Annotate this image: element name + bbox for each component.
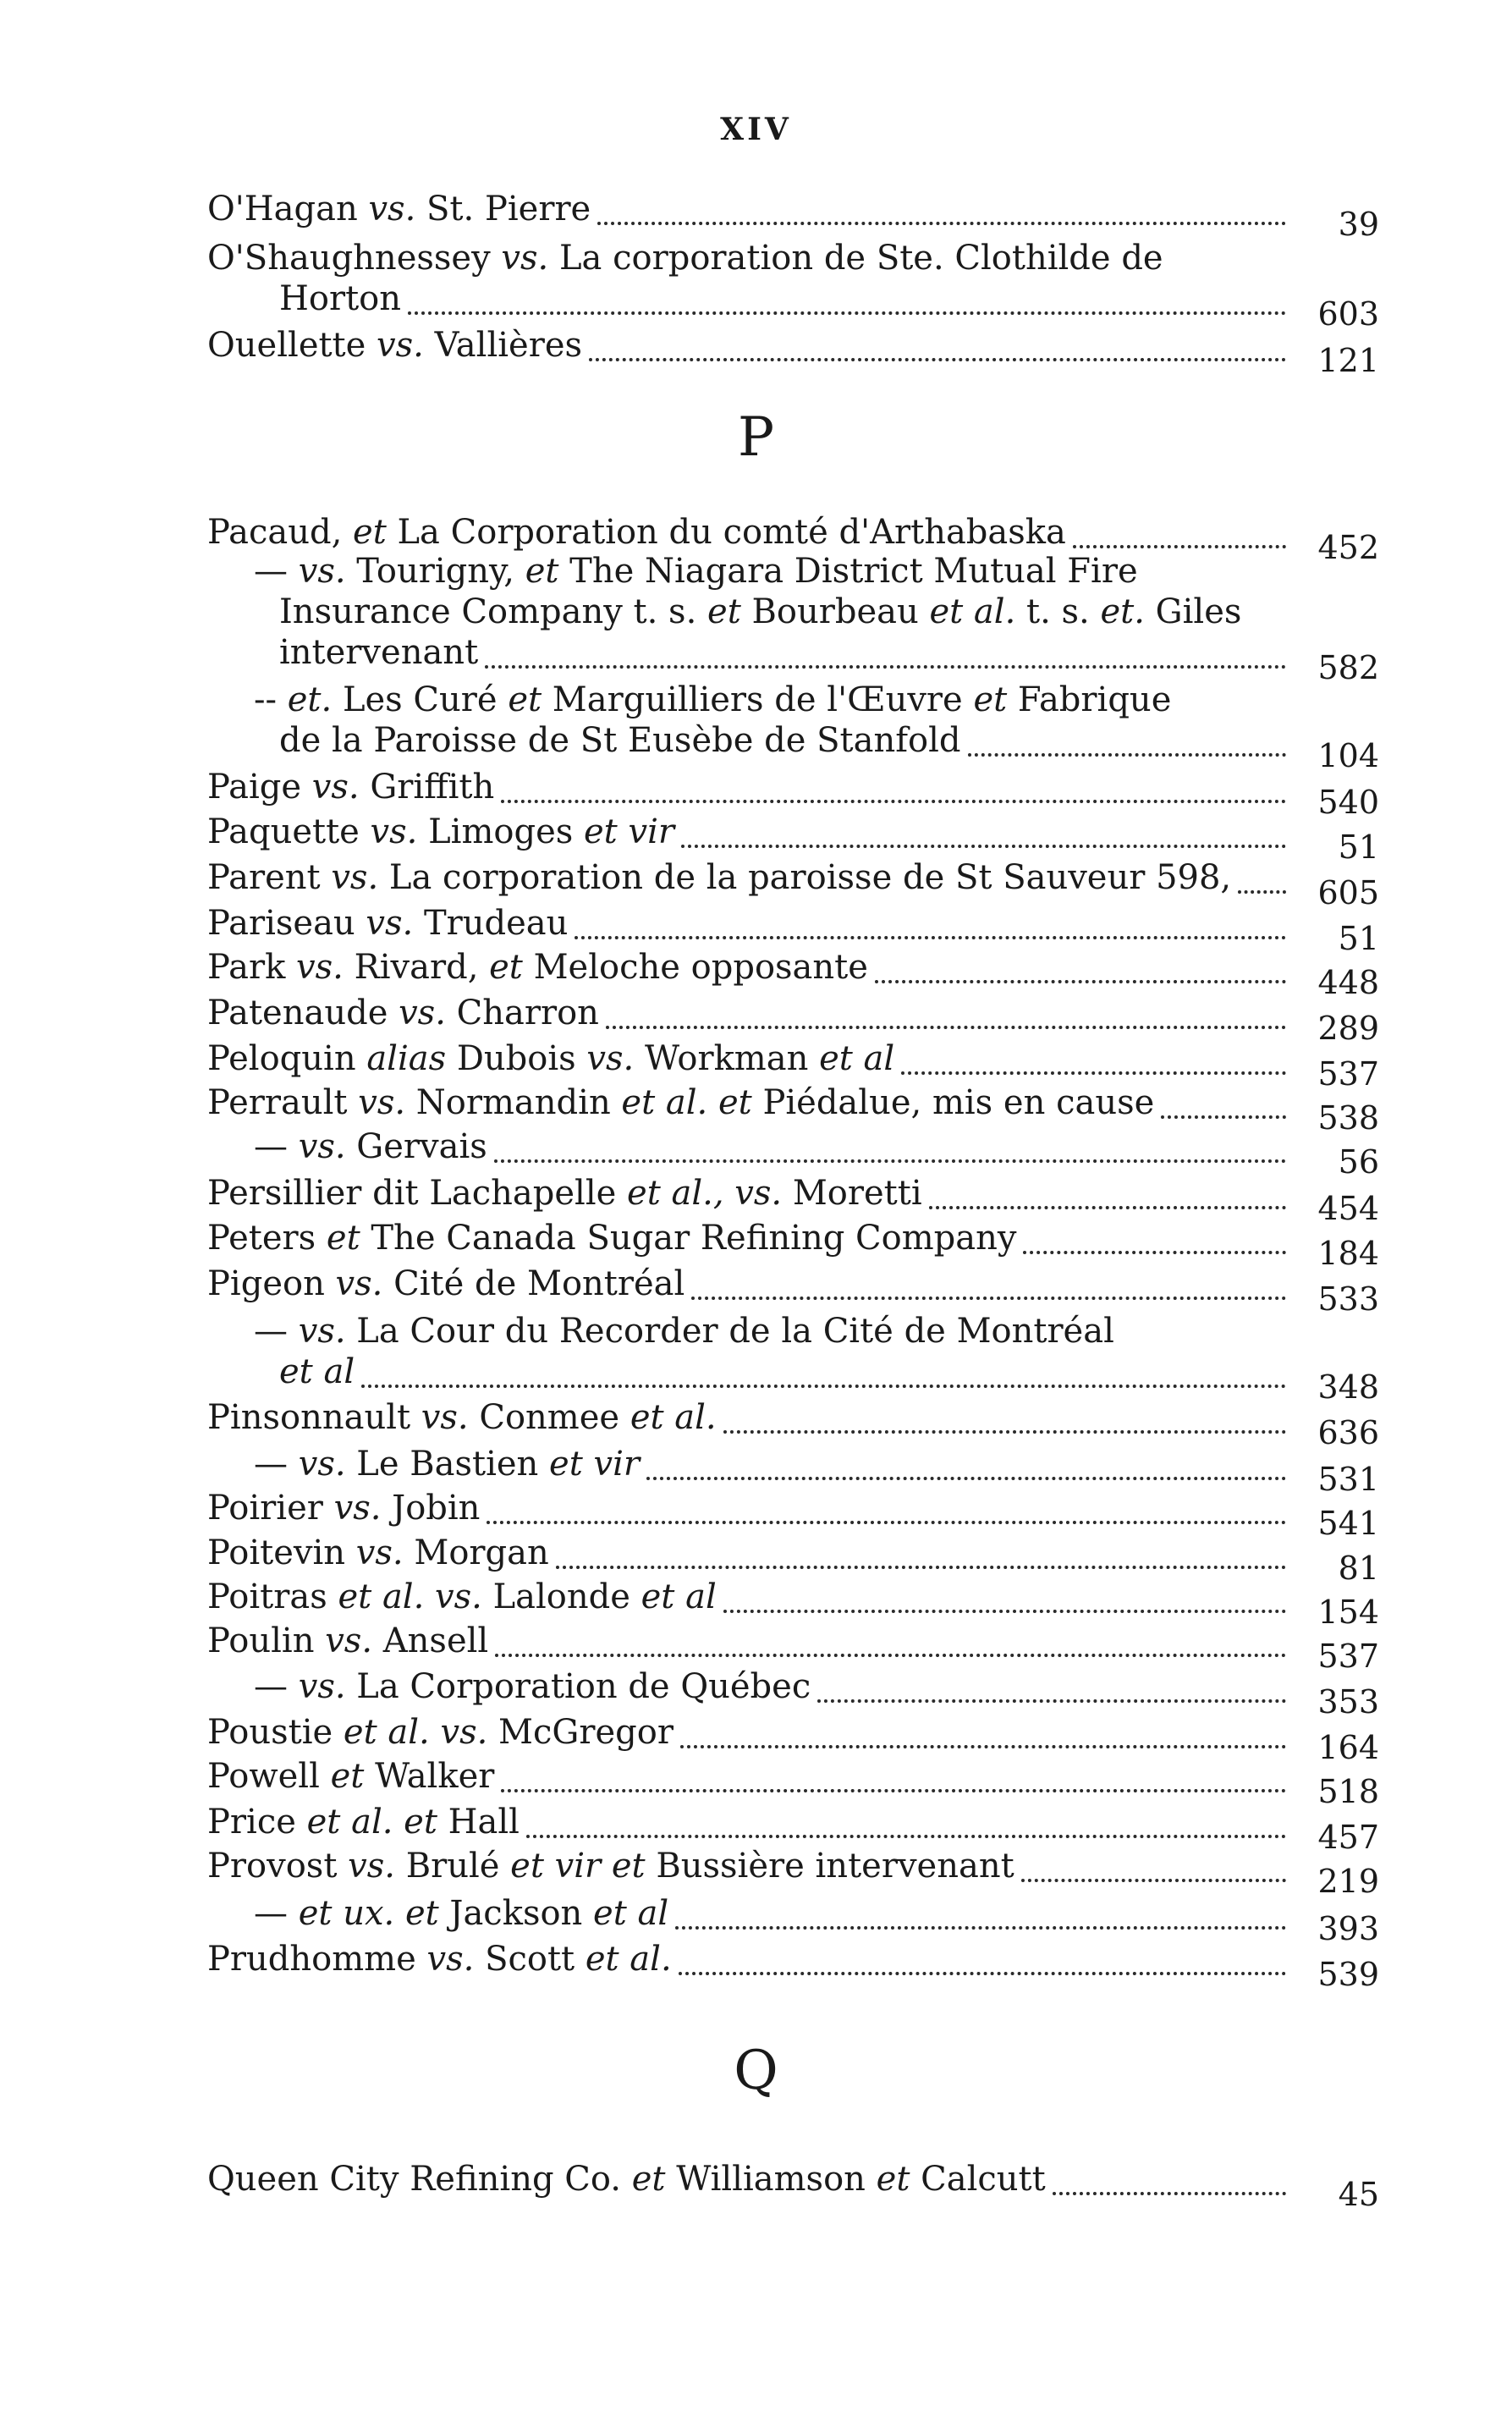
index-page-number: 540 [1317, 784, 1379, 821]
index-entry-line: Pacaud, et La Corporation du comté d'Arthabaska [207, 513, 1066, 552]
leader-dots [495, 1645, 1286, 1657]
leader-dots [723, 1422, 1286, 1434]
section-letter-q: Q [734, 2040, 778, 2102]
index-page-number: 81 [1338, 1550, 1379, 1587]
index-page-number: 603 [1317, 295, 1379, 333]
leader-dots [556, 1557, 1286, 1569]
leader-dots [487, 1512, 1286, 1524]
index-entry-line: — vs. Gervais [254, 1127, 487, 1166]
index-page-number: 51 [1338, 920, 1379, 957]
index-page-number: 39 [1338, 206, 1379, 243]
leader-dots [675, 1918, 1286, 1930]
index-page-number: 582 [1317, 649, 1379, 686]
index-page-number: 353 [1317, 1683, 1379, 1721]
leader-dots [597, 213, 1286, 225]
index-page-number: 537 [1317, 1638, 1379, 1675]
index-entry-line: Poirier vs. Jobin [207, 1489, 481, 1528]
leader-dots [1073, 537, 1286, 548]
index-page-number: 393 [1317, 1910, 1379, 1947]
index-entry-line: intervenant [279, 633, 479, 672]
page-number: XIV [720, 112, 792, 147]
index-page-number: 51 [1338, 829, 1379, 866]
leader-dots [691, 1288, 1286, 1300]
index-entry-line: Parent vs. La corporation de la paroisse de St Sauveur 598, [207, 858, 1232, 897]
index-entry-line: Price et al. et Hall [207, 1803, 520, 1842]
index-page-number: 457 [1317, 1819, 1379, 1856]
index-entry-line: — vs. La Corporation de Québec [254, 1667, 811, 1706]
index-entry-line: — et ux. et Jackson et al [254, 1894, 669, 1933]
leader-dots [875, 972, 1286, 983]
leader-dots [606, 1017, 1286, 1029]
index-entry-line: Poitras et al. vs. Lalonde et al [207, 1577, 717, 1616]
index-page-number: 533 [1317, 1280, 1379, 1318]
index-entry-line: Paquette vs. Limoges et vir [207, 812, 674, 851]
index-entry-line: Poustie et al. vs. McGregor [207, 1713, 674, 1752]
leader-dots [901, 1063, 1286, 1075]
leader-dots [817, 1691, 1286, 1703]
index-entry-line: — vs. Le Bastien et vir [254, 1445, 641, 1484]
index-entry-line: — vs. La Cour du Recorder de la Cité de Montréal [254, 1312, 1114, 1351]
leader-dots [494, 1151, 1286, 1163]
leader-dots [929, 1197, 1286, 1209]
leader-dots [679, 1963, 1286, 1975]
index-entry-line: Pariseau vs. Trudeau [207, 904, 569, 943]
index-entry-line: Horton [279, 279, 402, 318]
leader-dots [575, 928, 1286, 939]
index-page-number: 104 [1317, 737, 1379, 774]
index-entry-line: Prudhomme vs. Scott et al. [207, 1940, 672, 1979]
index-page-number: 531 [1317, 1461, 1379, 1498]
index-entry-line: Perrault vs. Normandin et al. et Piédalue, mis en cause [207, 1083, 1155, 1122]
index-entry-line: Poitevin vs. Morgan [207, 1533, 549, 1572]
leader-dots [1053, 2183, 1286, 2195]
index-entry-line: Poulin vs. Ansell [207, 1621, 489, 1660]
leader-dots [361, 1376, 1286, 1388]
leader-dots [968, 745, 1287, 757]
index-page-number: 56 [1338, 1143, 1379, 1181]
leader-dots [408, 303, 1286, 315]
index-entry-line: Park vs. Rivard, et Meloche opposante [207, 948, 868, 987]
leader-dots [501, 1781, 1286, 1792]
leader-dots [501, 791, 1286, 803]
index-entry-line: -- et. Les Curé et Marguilliers de l'Œuvre et Fabrique [254, 680, 1172, 719]
index-page-number: 605 [1317, 874, 1379, 911]
leader-dots [680, 1737, 1286, 1748]
index-page-number: 454 [1317, 1190, 1379, 1227]
index-entry-line: de la Paroisse de St Eusèbe de Stanfold [279, 721, 961, 760]
index-entry-line: Paige vs. Griffith [207, 768, 495, 807]
index-entry-line: Peloquin alias Dubois vs. Workman et al [207, 1039, 895, 1078]
leader-dots [1021, 1870, 1286, 1882]
index-page-number: 348 [1317, 1368, 1379, 1406]
leader-dots [1023, 1242, 1286, 1254]
index-entry-line: Pigeon vs. Cité de Montréal [207, 1264, 685, 1303]
index-page-number: 219 [1317, 1863, 1379, 1900]
leader-dots [646, 1468, 1286, 1480]
leader-dots [1238, 882, 1286, 894]
index-page-number: 164 [1317, 1729, 1379, 1766]
index-entry-line: Persillier dit Lachapelle et al., vs. Moretti [207, 1174, 922, 1213]
leader-dots [1161, 1107, 1286, 1119]
index-entry-line: O'Hagan vs. St. Pierre [207, 190, 591, 228]
index-page-number: 452 [1317, 529, 1379, 566]
index-entry-line: — vs. Tourigny, et The Niagara District Mutual Fire [254, 552, 1138, 591]
index-page-number: 448 [1317, 964, 1379, 1001]
index-page-number: 539 [1317, 1956, 1379, 1993]
index-entry-line: Powell et Walker [207, 1757, 495, 1796]
index-entry-line: Provost vs. Brulé et vir et Bussière intervenant [207, 1847, 1014, 1886]
index-entry-line: Ouellette vs. Vallières [207, 326, 583, 365]
index-page-number: 184 [1317, 1235, 1379, 1272]
index-entry-line: Peters et The Canada Sugar Refining Company [207, 1219, 1017, 1258]
index-entry-line: O'Shaughnessey vs. La corporation de Ste. Clothilde de [207, 239, 1163, 278]
leader-dots [681, 836, 1286, 848]
index-entry-line: Pinsonnault vs. Conmee et al. [207, 1398, 717, 1437]
index-page-number: 636 [1317, 1414, 1379, 1451]
index-page-number: 518 [1317, 1773, 1379, 1810]
index-entry-line: Queen City Refining Co. et Williamson et Calcutt [207, 2160, 1046, 2199]
index-entry-line: Patenaude vs. Charron [207, 994, 599, 1032]
index-page-number: 538 [1317, 1099, 1379, 1137]
index-page-number: 289 [1317, 1010, 1379, 1047]
index-page-number: 45 [1338, 2176, 1379, 2213]
index-page-number: 541 [1317, 1505, 1379, 1542]
section-letter-p: P [737, 406, 775, 469]
index-entry-line: Insurance Company t. s. et Bourbeau et al. t. s. et. Giles [279, 592, 1242, 631]
index-page-number: 537 [1317, 1055, 1379, 1093]
leader-dots [589, 350, 1286, 361]
index-page-number: 154 [1317, 1594, 1379, 1631]
leader-dots [485, 657, 1286, 669]
index-page-number: 121 [1317, 342, 1379, 379]
index-entry-line: et al [279, 1352, 355, 1391]
leader-dots [526, 1826, 1286, 1838]
leader-dots [723, 1601, 1286, 1613]
